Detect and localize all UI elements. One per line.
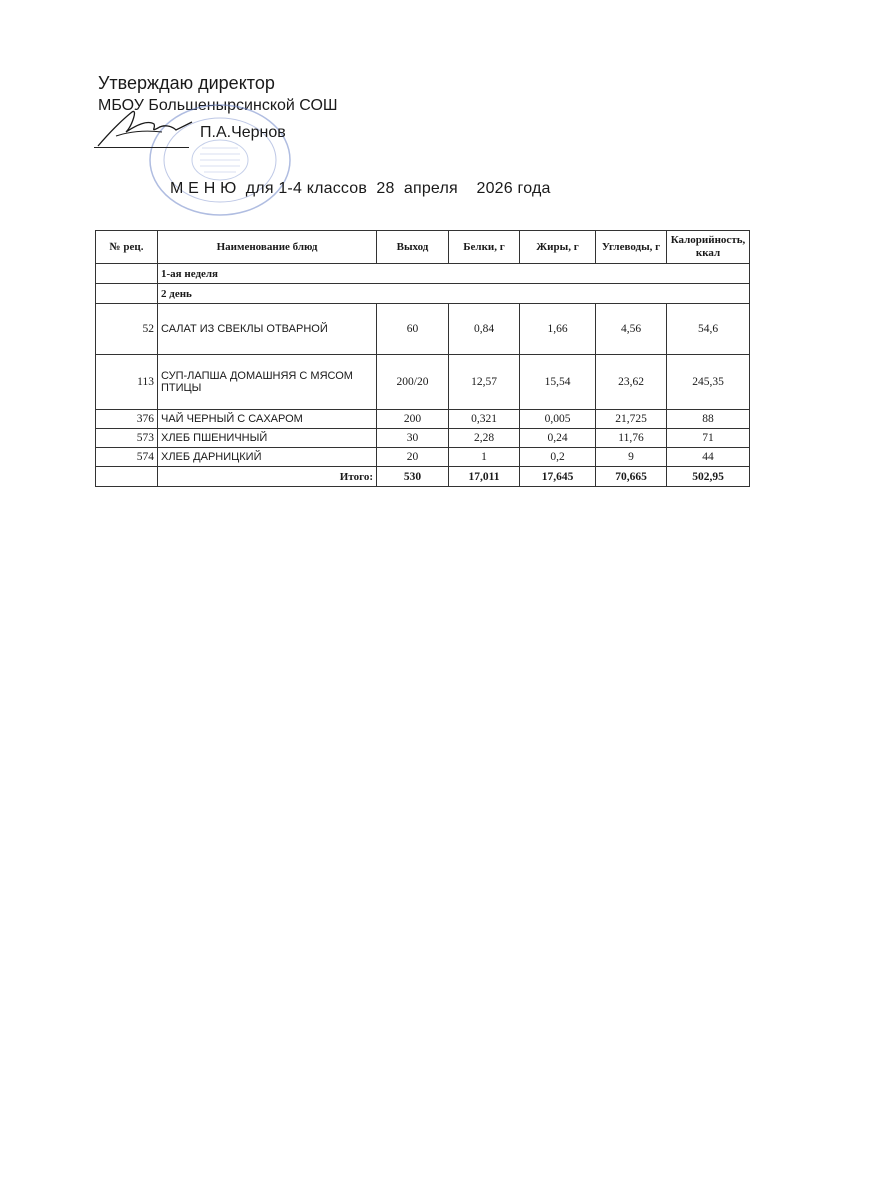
output: 60: [377, 304, 449, 355]
protein: 1: [449, 448, 520, 467]
header-protein: Белки, г: [449, 231, 520, 264]
dish-name: ХЛЕБ ПШЕНИЧНЫЙ: [158, 429, 377, 448]
calories: 88: [667, 410, 750, 429]
director-name: П.А.Чернов: [200, 124, 286, 141]
protein: 2,28: [449, 429, 520, 448]
total-protein: 17,011: [449, 467, 520, 487]
header-carbs: Углеводы, г: [596, 231, 667, 264]
calories: 245,35: [667, 355, 750, 410]
output: 30: [377, 429, 449, 448]
day-label: 2 день: [158, 284, 750, 304]
fat: 0,005: [520, 410, 596, 429]
calories: 44: [667, 448, 750, 467]
approval-line: Утверждаю директор: [98, 73, 275, 93]
protein: 0,321: [449, 410, 520, 429]
carbs: 9: [596, 448, 667, 467]
dish-name: ХЛЕБ ДАРНИЦКИЙ: [158, 448, 377, 467]
header-output: Выход: [377, 231, 449, 264]
protein: 12,57: [449, 355, 520, 410]
carbs: 4,56: [596, 304, 667, 355]
recipe-no: 52: [96, 304, 158, 355]
table-row: [96, 448, 750, 467]
total-carbs: 70,665: [596, 467, 667, 487]
recipe-no: 574: [96, 448, 158, 467]
recipe-no: 376: [96, 410, 158, 429]
signature: [92, 102, 202, 152]
school-name: МБОУ Большенырсинской СОШ: [98, 97, 338, 114]
header-recipe-no: № рец.: [96, 231, 158, 264]
calories: 54,6: [667, 304, 750, 355]
fat: 0,2: [520, 448, 596, 467]
day-row: [96, 284, 750, 304]
menu-title: М Е Н Ю для 1-4 классов 28 апреля 2026 года: [170, 180, 551, 197]
total-label: Итого:: [158, 467, 377, 487]
calories: 71: [667, 429, 750, 448]
output: 200: [377, 410, 449, 429]
dish-name: САЛАТ ИЗ СВЕКЛЫ ОТВАРНОЙ: [158, 304, 377, 355]
table-row: [96, 429, 750, 448]
table-row: [96, 304, 750, 355]
total-fat: 17,645: [520, 467, 596, 487]
dish-name: СУП-ЛАПША ДОМАШНЯЯ С МЯСОМ ПТИЦЫ: [158, 355, 377, 410]
carbs: 21,725: [596, 410, 667, 429]
fat: 15,54: [520, 355, 596, 410]
total-output: 530: [377, 467, 449, 487]
table-row: [96, 355, 750, 410]
fat: 0,24: [520, 429, 596, 448]
carbs: 11,76: [596, 429, 667, 448]
header-dish-name: Наименование блюд: [158, 231, 377, 264]
header-fat: Жиры, г: [520, 231, 596, 264]
protein: 0,84: [449, 304, 520, 355]
output: 20: [377, 448, 449, 467]
table-header-row: [96, 231, 750, 264]
carbs: 23,62: [596, 355, 667, 410]
recipe-no: 573: [96, 429, 158, 448]
total-row: [96, 467, 750, 487]
menu-table: [95, 230, 750, 487]
fat: 1,66: [520, 304, 596, 355]
recipe-no: 113: [96, 355, 158, 410]
header-calories: Калорийность, ккал: [667, 231, 750, 264]
signature-line: [94, 147, 189, 148]
output: 200/20: [377, 355, 449, 410]
dish-name: ЧАЙ ЧЕРНЫЙ С САХАРОМ: [158, 410, 377, 429]
total-calories: 502,95: [667, 467, 750, 487]
week-label: 1-ая неделя: [158, 264, 750, 284]
table-row: [96, 410, 750, 429]
week-row: [96, 264, 750, 284]
